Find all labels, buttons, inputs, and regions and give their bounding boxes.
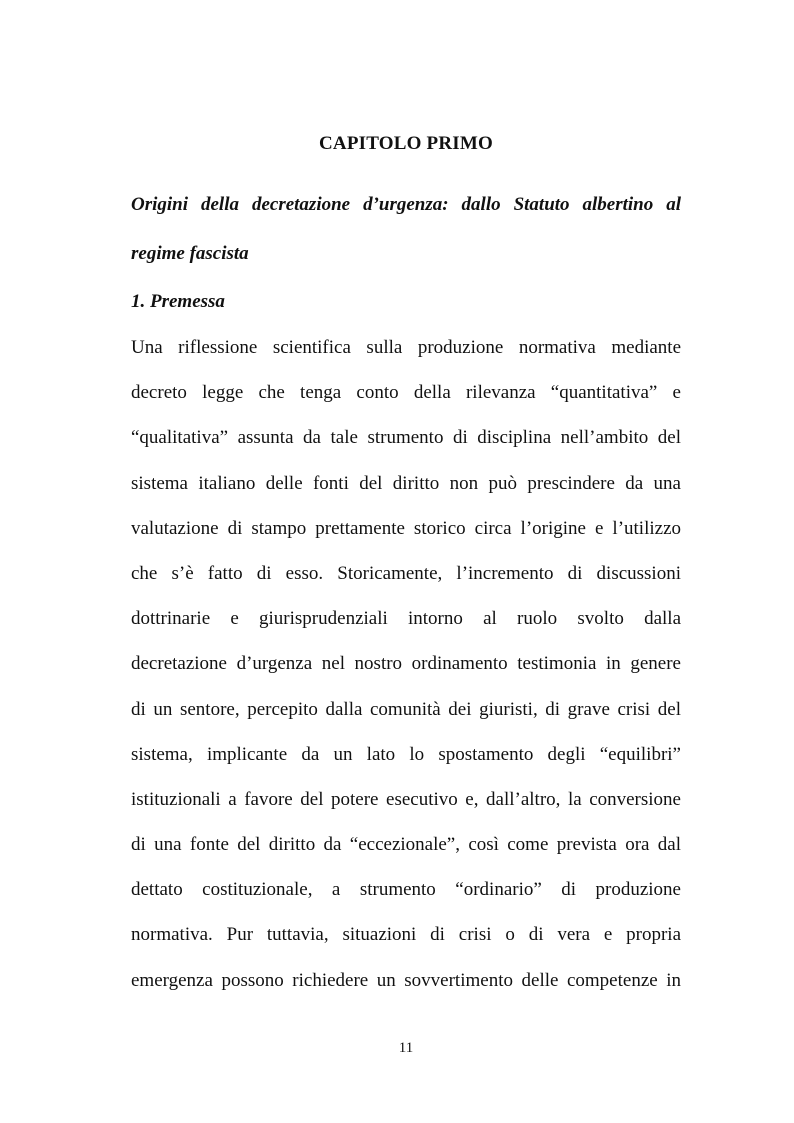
section-title-line-1: Origini della decretazione d’urgenza: dallo Statuto albertino al [131, 194, 681, 215]
body-line: normativa. Pur tuttavia, situazioni di crisi o di vera e propria [131, 924, 681, 946]
body-line: che s’è fatto di esso. Storicamente, l’incremento di discussioni [131, 562, 681, 584]
body-line: di una fonte del diritto da “eccezionale”, così come prevista ora dal [131, 834, 681, 856]
body-line: emergenza possono richiedere un sovvertimento delle competenze in [131, 969, 681, 991]
body-line: “qualitativa” assunta da tale strumento di disciplina nell’ambito del [131, 427, 681, 449]
subsection-title: 1. Premessa [131, 291, 225, 312]
body-line: sistema, implicante da un lato lo spostamento degli “equilibri” [131, 743, 681, 765]
body-paragraph [131, 336, 681, 1014]
body-line: di un sentore, percepito dalla comunità dei giuristi, di grave crisi del [131, 698, 681, 720]
body-line: dettato costituzionale, a strumento “ordinario” di produzione [131, 879, 681, 901]
body-line: istituzionali a favore del potere esecutivo e, dall’altro, la conversione [131, 788, 681, 810]
body-line: Una riflessione scientifica sulla produzione normativa mediante [131, 337, 681, 358]
body-line: valutazione di stampo prettamente storico circa l’origine e l’utilizzo [131, 517, 681, 539]
body-line: dottrinarie e giurisprudenziali intorno al ruolo svolto dalla [131, 608, 681, 630]
body-line: decretazione d’urgenza nel nostro ordinamento testimonia in genere [131, 653, 681, 675]
chapter-title: CAPITOLO PRIMO [319, 133, 493, 154]
page-number: 11 [398, 1040, 414, 1056]
body-line: sistema italiano delle fonti del diritto non può prescindere da una [131, 472, 681, 494]
body-line: decreto legge che tenga conto della rilevanza “quantitativa” e [131, 382, 681, 404]
section-title-line-2: regime fascista [131, 243, 249, 264]
